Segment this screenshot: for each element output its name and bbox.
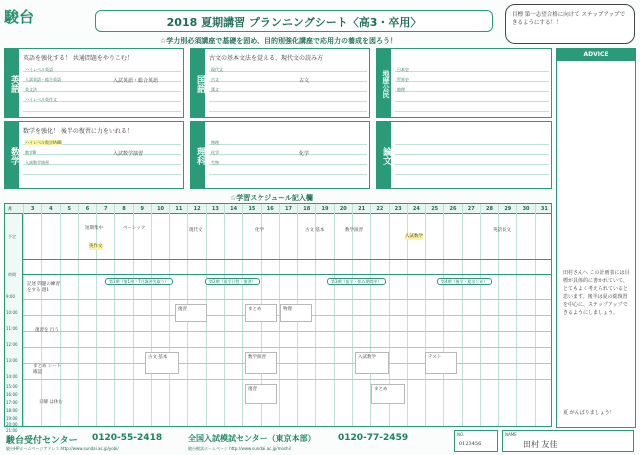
advice-sign: 夏 がんばりましょう！ — [563, 410, 615, 416]
sticky-1: まとめ — [245, 304, 277, 322]
row-label-20: 20:00 — [6, 422, 18, 427]
day-label: 30 — [522, 206, 530, 212]
day-label: 21 — [358, 206, 366, 212]
title-banner — [95, 10, 493, 32]
row-label-16: 16:00 — [6, 392, 18, 397]
essay-box — [376, 121, 552, 189]
term-3: 第3期（前半・休み期間中） — [327, 278, 386, 285]
day-label: 27 — [467, 206, 475, 212]
english-selected: 入試英語・総合英語 — [113, 78, 159, 84]
sticky-2: 物理 — [280, 304, 312, 322]
exam-name: 全国入試模試センター（東京本部） — [188, 434, 316, 443]
day-label: 17 — [285, 206, 292, 212]
day-label: 4 — [49, 206, 53, 212]
science-tag: 理科 — [191, 122, 205, 188]
row-label-14: 14:00 — [6, 374, 18, 379]
page-title: 2018 夏期講習 プランニングシート〈高3・卒用〉 — [166, 16, 422, 29]
japanese-selected: 古文 — [299, 78, 310, 84]
english-course-0: ハイレベル英語 — [25, 67, 53, 72]
day-label: 16 — [266, 206, 274, 212]
plan-note-3: 現代文 — [189, 228, 203, 233]
row-label-11: 11:00 — [6, 326, 18, 331]
math-tag: 数学 — [5, 122, 19, 188]
side-note-0: 記述 問題の練習をする 週1 — [27, 282, 60, 293]
schedule-grid — [4, 203, 552, 433]
logo: 駿台 — [4, 8, 35, 26]
row-label-9: 9:00 — [6, 294, 15, 299]
center-url: 駿台HPホームページアドレス http://www.sundai.ac.jp/yobi/ — [6, 446, 119, 451]
science-course-2: 生物 — [211, 160, 219, 165]
plan-note-6: 数学演習 — [345, 228, 363, 233]
sticky-6: テスト — [425, 352, 457, 374]
social-course-1: 世界史 — [397, 77, 409, 82]
row-label-13: 13:00 — [6, 358, 18, 363]
sticky-3: 古文 基本 — [145, 352, 179, 374]
advice-panel — [556, 48, 636, 428]
row-label-10: 10:00 — [6, 310, 18, 315]
day-label: 8 — [122, 206, 126, 212]
day-label: 23 — [394, 206, 402, 212]
english-goal: 英語を強化する！ 共通問題をやりこむ！ — [23, 55, 133, 62]
center-phone: 0120-55-2418 — [92, 433, 163, 443]
no-label: NO. — [457, 432, 465, 437]
plan-note-7: 入試数学 — [405, 234, 423, 239]
sticky-5: 入試数学 — [355, 352, 389, 374]
name-label: NAME — [505, 432, 517, 437]
sticky-7: 復習 — [245, 384, 277, 404]
day-label: 13 — [211, 206, 219, 212]
english-course-3: ハイレベル英作文 — [25, 97, 57, 102]
japanese-course-2: 漢文 — [211, 87, 219, 92]
row-label-18: 18:00 — [6, 408, 18, 413]
row-label-21: 21:00 — [6, 428, 18, 433]
plan-note-1: ベーシック — [123, 226, 146, 231]
science-box — [190, 121, 370, 189]
essay-tag: 論文 — [377, 122, 391, 188]
japanese-box — [190, 48, 370, 118]
day-label: 3 — [30, 206, 35, 212]
sticky-4: 数学演習 — [245, 352, 277, 374]
english-course-1: 入試英語・総合英語 — [25, 77, 61, 82]
day-label: 25 — [431, 206, 439, 212]
day-label: 12 — [193, 206, 201, 212]
social-box — [376, 48, 552, 118]
plan-note-5: 古文 基本 — [305, 228, 325, 233]
page-subtitle: ☆学力別必須講座で基礎を固め、目的別強化講座で応用力の養成を図ろう！ — [160, 37, 397, 45]
side-note-1: 復習を 行う — [35, 328, 59, 333]
day-label: 11 — [175, 206, 183, 212]
plan-note-2: 英作文 — [89, 244, 103, 249]
day-label: 15 — [248, 206, 256, 212]
goal-bubble — [505, 4, 635, 44]
day-label: 6 — [85, 206, 90, 212]
social-tag: 地歴公民 — [377, 49, 391, 117]
center-name: 駿台受付センター — [6, 436, 78, 446]
side-note-3: 日曜 は休む — [39, 400, 63, 405]
day-label: 5 — [67, 206, 71, 212]
day-label: 9 — [140, 206, 145, 212]
math-course-1: 数学Ⅲ — [25, 150, 36, 155]
goal-text: 目標 第一志望合格に向けて ステップアップできるようにする！！ — [512, 12, 626, 26]
math-course-0: ハイレベル数学ⅠAⅡB — [25, 140, 62, 145]
plan-note-0: 短期集中 — [85, 226, 103, 231]
row-label-12: 12:00 — [6, 342, 18, 347]
side-note-2: まとめ シート 確認 — [33, 364, 62, 375]
row-label-19: 19:00 — [6, 416, 18, 421]
day-label: 22 — [376, 206, 384, 212]
name-value: 田村 友佳 — [523, 440, 558, 449]
day-label: 14 — [230, 206, 238, 212]
social-course-0: 日本史 — [397, 67, 409, 72]
plan-note-4: 化学 — [255, 228, 264, 233]
english-box — [4, 48, 184, 118]
no-box — [454, 430, 498, 452]
day-label: 19 — [321, 206, 329, 212]
exam-phone: 0120-77-2459 — [338, 433, 409, 443]
advice-header: ADVICE — [557, 49, 635, 61]
term-1: 第1期（第1週・7月講習先取り） — [105, 278, 173, 285]
japanese-course-1: 古文 — [211, 77, 219, 82]
term-2: 第2期（前半日程・復習） — [205, 278, 260, 285]
exam-url: 駿台模試ホームページ http://www.sundai.ac.jp/moshi/ — [188, 446, 292, 451]
row-label-15: 15:00 — [6, 384, 18, 389]
day-label: 29 — [504, 206, 512, 212]
time-column — [5, 214, 23, 433]
plan-note-8: 英語長文 — [493, 228, 511, 233]
math-goal: 数学を強化！ 後半の復習に力をいれる！ — [23, 128, 133, 135]
science-course-0: 物理 — [211, 140, 219, 145]
day-label: 28 — [486, 206, 493, 212]
day-label: 24 — [412, 206, 420, 212]
name-box — [502, 430, 634, 452]
row-label-17: 17:00 — [6, 400, 18, 405]
social-course-2: 地理 — [397, 87, 405, 92]
advice-text: 田村さんへ この計画表には目標が具体的に書かれていて、とてもよく考えられていると思います。後半は夏の総復習を中心に、ステップアップできるようにしましょう。 — [563, 270, 630, 316]
no-value: 0123456 — [459, 441, 482, 447]
science-selected: 化学 — [299, 151, 310, 157]
schedule-title: ☆学習スケジュール記入欄 — [230, 194, 313, 202]
day-label: 20 — [339, 206, 347, 212]
japanese-tag: 国語 — [191, 49, 205, 117]
row-label-plan: 予定 — [8, 234, 16, 239]
term-4: 第4期（後半・総まとめ） — [437, 278, 492, 285]
math-selected: 入試数学演習 — [113, 151, 144, 157]
row-label-time: 時間 — [8, 272, 16, 277]
japanese-goal: 古文の基本文法を覚える、現代文の読み方 — [209, 55, 324, 62]
japanese-course-0: 現代文 — [211, 67, 223, 72]
science-course-1: 化学 — [211, 150, 219, 155]
day-label: 31 — [540, 206, 548, 212]
day-label: 18 — [303, 206, 311, 212]
sticky-0: 復習 — [175, 304, 207, 322]
day-label: 7 — [103, 206, 108, 212]
day-label: 26 — [449, 206, 457, 212]
english-tag: 英語 — [5, 49, 19, 117]
sticky-8: まとめ — [371, 384, 405, 404]
math-box — [4, 121, 184, 189]
month-label: 月 — [8, 206, 12, 211]
day-label: 10 — [157, 206, 165, 212]
english-course-2: 英文法 — [25, 87, 37, 92]
math-course-2: 入試数学演習 — [25, 160, 49, 165]
footer — [0, 429, 640, 455]
